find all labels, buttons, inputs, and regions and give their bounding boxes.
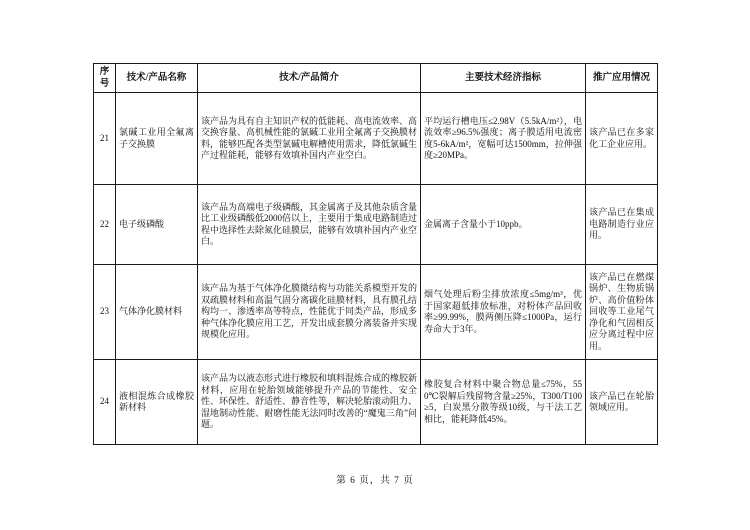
table-row: [94, 360, 658, 445]
page-number: 第 6 页，共 7 页: [336, 476, 414, 486]
cell-serial-no: 24: [94, 360, 116, 445]
table-row: [94, 265, 658, 360]
cell-product-name: 气体净化膜材料: [116, 265, 198, 360]
cell-application-status: 该产品已在燃煤锅炉、生物质锅炉、高价值粉体回收等工业尾气净化和气固相反应分离过程中应用。: [586, 265, 658, 360]
cell-serial-no: 22: [94, 185, 116, 265]
header-tech-indicators: 主要技术经济指标: [421, 64, 586, 93]
products-table: [93, 63, 658, 445]
cell-serial-no: 21: [94, 93, 116, 185]
table-header-row: [94, 64, 658, 93]
header-product-name: 技术/产品名称: [116, 64, 198, 93]
cell-product-intro: 该产品为具有自主知识产权的低能耗、高电流效率、高交换容量、高机械性能的氯碱工业用全氟离子交换膜材料，能够匹配各类型氯碱电解槽使用需求，降低氯碱生产过程能耗，能够有效填补国内产业空白。: [198, 93, 421, 185]
cell-product-name: 氯碱工业用全氟离子交换膜: [116, 93, 198, 185]
cell-product-intro: 该产品为高端电子级磷酸，其金属离子及其他杂质含量比工业级磷酸低2000倍以上，主要用于集成电路制造过程中选择性去除氮化硅膜层，能够有效填补国内产业空白。: [198, 185, 421, 265]
cell-product-intro: 该产品为基于气体净化膜微结构与功能关系模型开发的双疏膜材料和高温气固分离碳化硅膜材料，具有膜孔结构均一、渗透率高等特点，性能优于同类产品，形成多种气体净化膜应用工艺，开发出成套膜分离装备并实现规模化应用。: [198, 265, 421, 360]
cell-application-status: 该产品已在轮胎领域应用。: [586, 360, 658, 445]
header-product-intro: 技术/产品简介: [198, 64, 421, 93]
cell-application-status: 该产品已在集成电路制造行业应用。: [586, 185, 658, 265]
table-row: [94, 93, 658, 185]
cell-tech-indicators: 平均运行槽电压≤2.98V（5.5kA/m²），电流效率≥96.5%强度；离子膜适用电流密度5-6kA/m²，宽幅可达1500mm，拉伸强度≥20MPa。: [421, 93, 586, 185]
cell-product-intro: 该产品为以液态形式进行橡胶和填料混炼合成的橡胶新材料，应用在轮胎领域能够提升产品的节能性、安全性、环保性、舒适性、静音性等，解决轮胎滚动阻力、湿地制动性能、耐磨性能无法同时改善的“魔鬼三角”问题。: [198, 360, 421, 445]
cell-tech-indicators: 金属离子含量小于10ppb。: [421, 185, 586, 265]
header-serial-no: 序号: [94, 64, 116, 93]
cell-application-status: 该产品已在多家化工企业应用。: [586, 93, 658, 185]
table-row: [94, 185, 658, 265]
cell-product-name: 电子级磷酸: [116, 185, 198, 265]
cell-tech-indicators: 橡胶复合材料中聚合物总量≤75%，550℃裂解后残留物含量≥25%，T300/T100≥5，白炭黑分散等级10级，与干法工艺相比，能耗降低45%。: [421, 360, 586, 445]
cell-serial-no: 23: [94, 265, 116, 360]
header-application-status: 推广应用情况: [586, 64, 658, 93]
cell-tech-indicators: 烟气处理后粉尘排放浓度≤5mg/m³，优于国家超低排放标准，对粉体产品回收率≥99.99%，膜两侧压降≤1000Pa，运行寿命大于3年。: [421, 265, 586, 360]
cell-product-name: 液相混炼合成橡胶新材料: [116, 360, 198, 445]
